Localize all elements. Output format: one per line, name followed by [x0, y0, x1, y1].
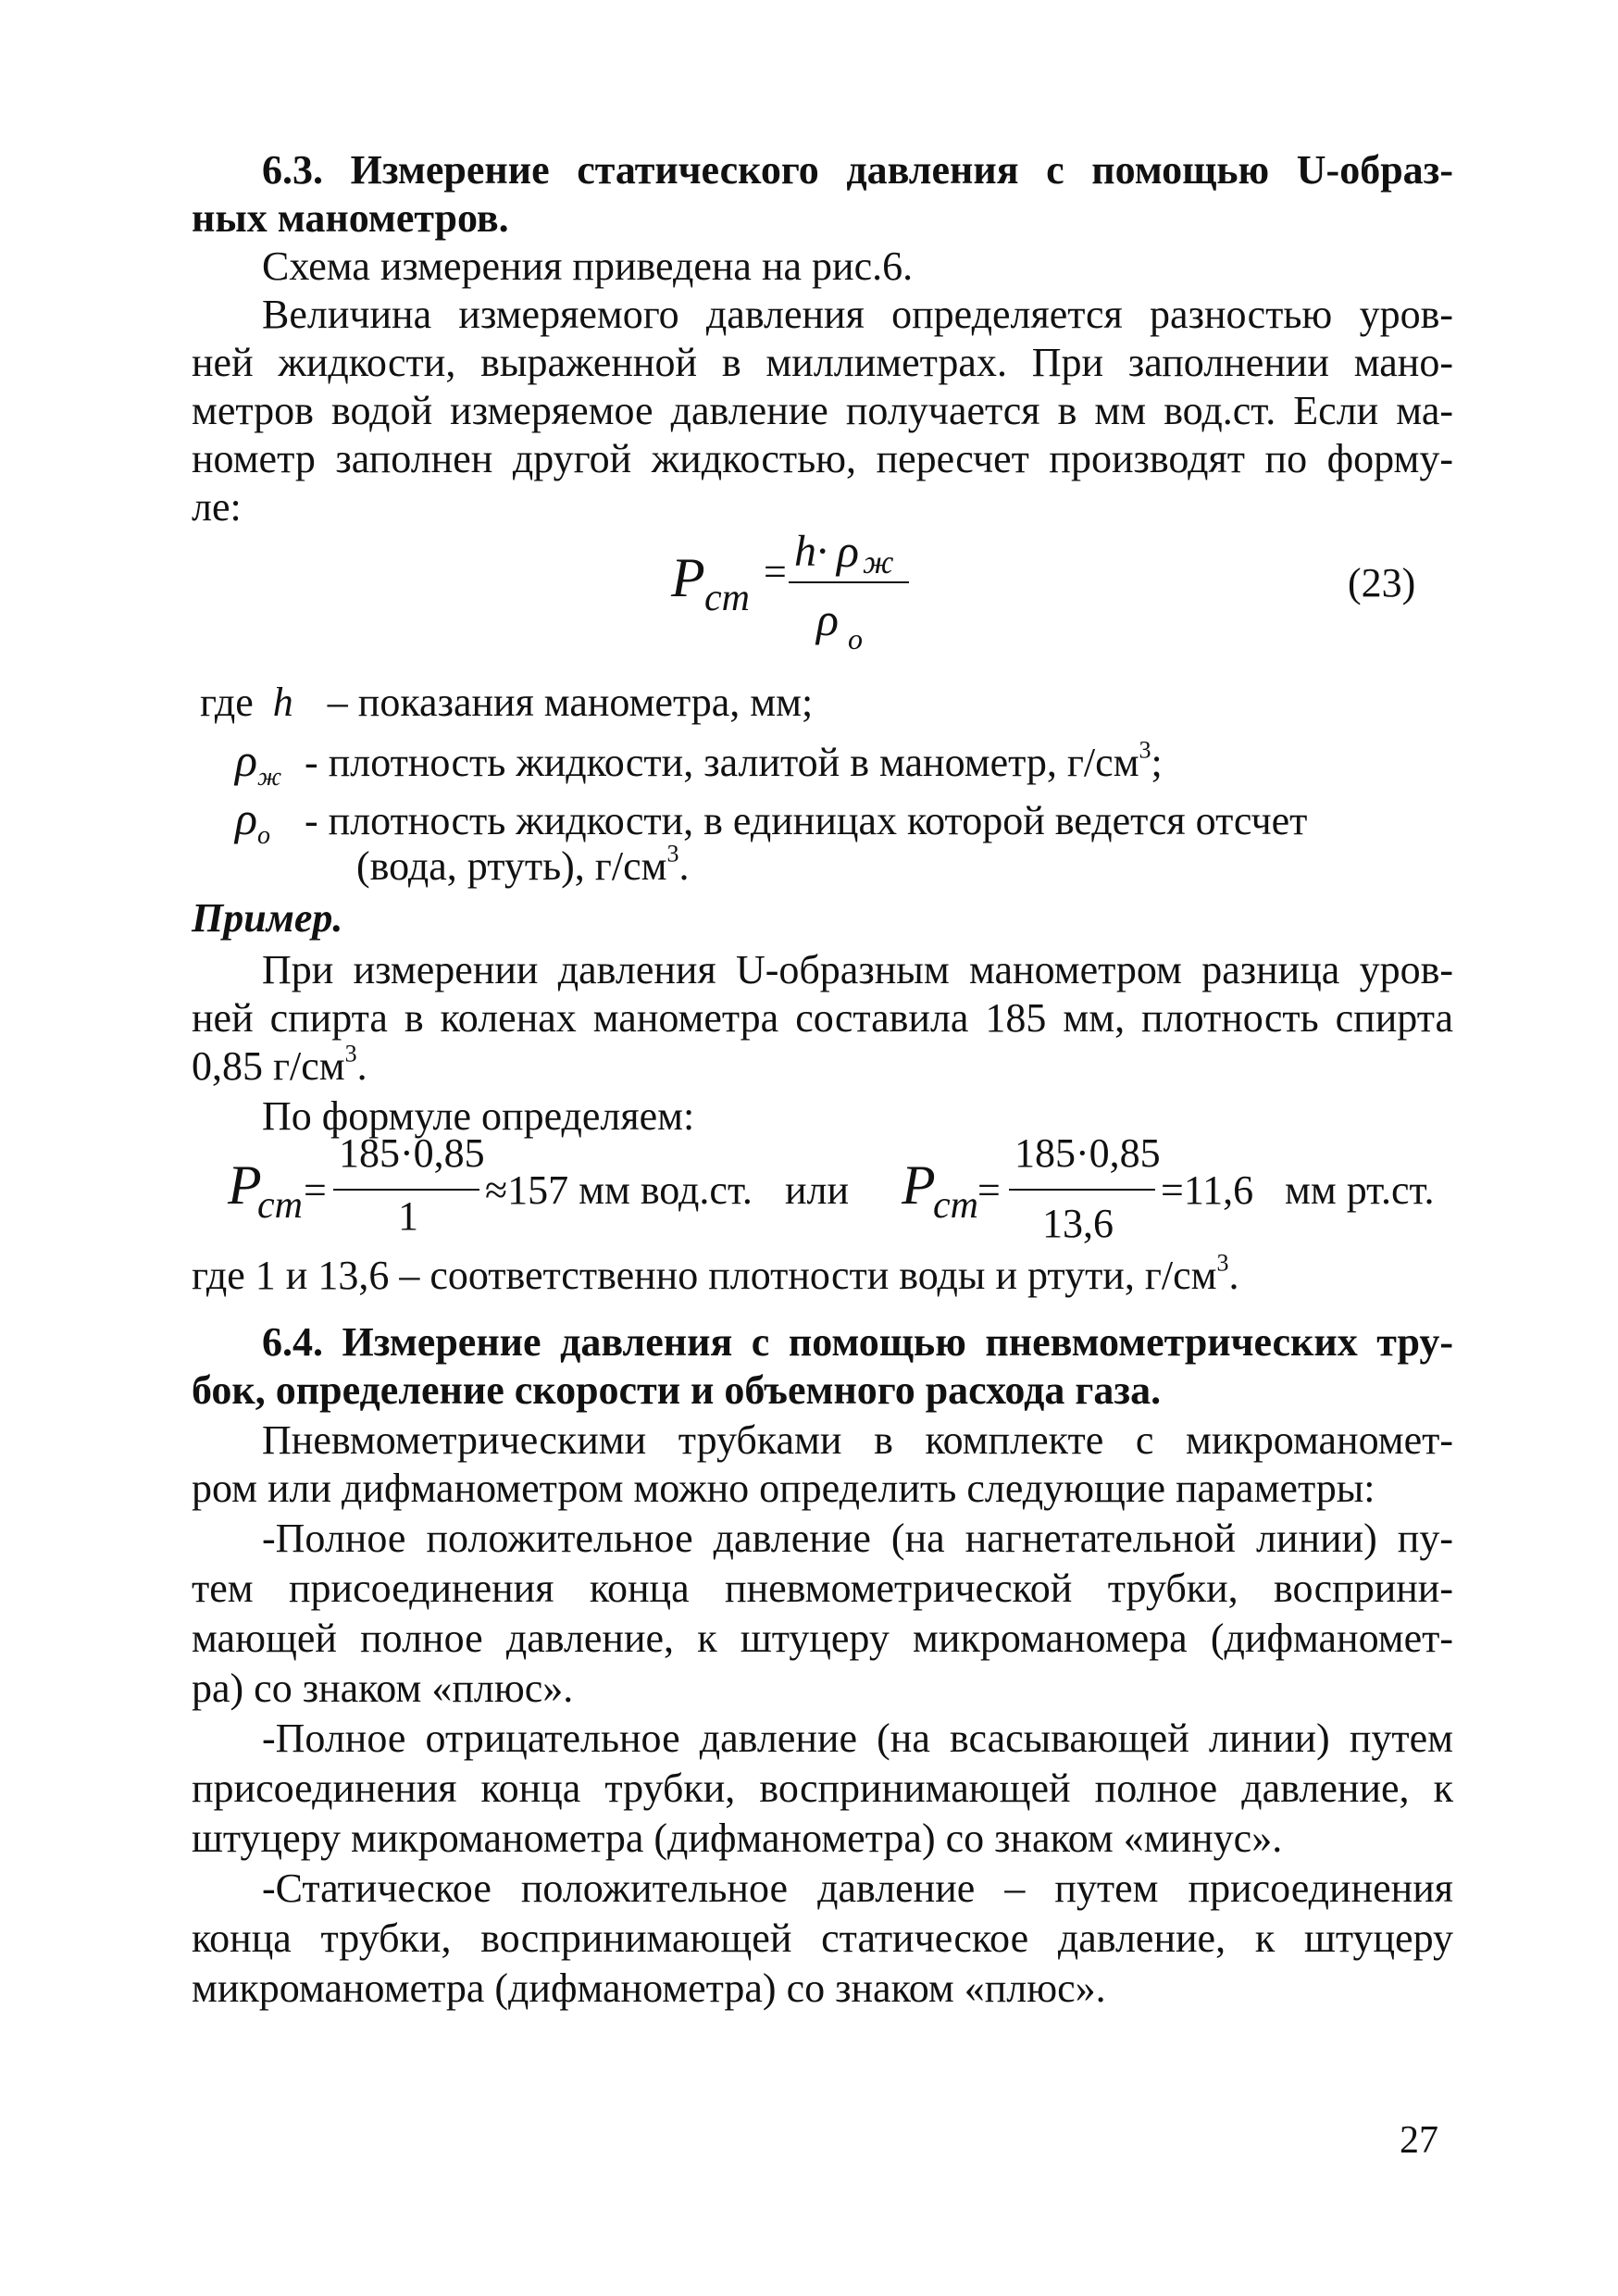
- formula-ex-P1-sub: ст: [257, 1184, 303, 1227]
- formula-23-equals: =: [764, 549, 787, 594]
- example-line3-cube: 3: [344, 1040, 357, 1067]
- where-rho-zh-end: ;: [1151, 740, 1163, 785]
- section-63-title-line2: ных манометров.: [192, 195, 509, 241]
- where-rho-o-line2: [356, 842, 1618, 891]
- where-rho-o-symbol: ρ: [235, 792, 257, 844]
- item-1-line1: -Полное положительное давление (на нагнетательной линии) пу-: [262, 1516, 1453, 1561]
- section-63-title-line1: 6.3. Измерение статического давления с помощью U-образ-: [262, 147, 1453, 193]
- where-h-symbol: h: [272, 680, 293, 725]
- after-example-line: [192, 1249, 1453, 1300]
- formula-ex-P2: P: [902, 1154, 936, 1216]
- paragraph-2-line4: нометр заполнен другой жидкостью, пересчет производят по форму-: [192, 436, 1453, 481]
- where-rho-o-desc: - плотность жидкости, в единицах которой ведется отсчет: [305, 798, 1308, 843]
- formula-ex-num1: 185·0,85: [339, 1130, 485, 1176]
- formula-ex-P2-sub: ст: [933, 1184, 978, 1227]
- example-line3: [192, 1042, 1453, 1091]
- formula-ex-den2: 13,6: [1042, 1201, 1114, 1246]
- example-line2: ней спирта в коленах манометра составила 185 мм, плотность спирта: [192, 995, 1453, 1041]
- example-line3-end: .: [356, 1043, 367, 1089]
- item-1-line3: мающей полное давление, к штуцеру микроманомера (дифманомет-: [192, 1616, 1453, 1661]
- section-64-title-line2: бок, определение скорости и объемного расхода газа.: [192, 1367, 1162, 1413]
- formula-ex-bar1: [333, 1189, 479, 1191]
- where-rho-o: [235, 792, 1497, 850]
- paragraph-3-line1: Пневмометрическими трубками в комплекте с микроманомет-: [262, 1417, 1453, 1463]
- where-rho-zh-cube: 3: [1139, 736, 1151, 764]
- item-2-line1: -Полное отрицательное давление (на всасывающей линии) путем: [262, 1716, 1453, 1761]
- where-h-desc: – показания манометра, мм;: [327, 680, 814, 725]
- item-2-line3: штуцеру микроманометра (дифманометра) со знаком «минус».: [192, 1816, 1283, 1861]
- formula-23-fraction-bar: [789, 581, 909, 583]
- where-rho-o-end: .: [678, 843, 690, 889]
- item-3-line2: конца трубки, воспринимающей статическое давление, к штуцеру: [192, 1915, 1453, 1961]
- example-line4: По формуле определяем:: [262, 1093, 695, 1139]
- item-2-line2: присоединения конца трубки, воспринимающей полное давление, к: [192, 1766, 1453, 1811]
- formula-23-numerator-rho: ρ: [837, 525, 859, 577]
- paragraph-3-line2: ром или дифманометром можно определить следующие параметры:: [192, 1466, 1375, 1511]
- formula-ex-unit2: мм рт.ст.: [1285, 1167, 1435, 1213]
- where-rho-zh: [235, 734, 1497, 792]
- formula-ex-num2: 185·0,85: [1014, 1130, 1161, 1176]
- where-rho-zh-symbol: ρ: [235, 734, 257, 786]
- item-1-line4: ра) со знаком «плюс».: [192, 1666, 574, 1711]
- formula-ex-res2: =11,6: [1161, 1167, 1254, 1213]
- where-h: [200, 679, 1462, 727]
- paragraph-scheme: Схема измерения приведена на рис.6.: [262, 243, 914, 289]
- after-example-cube: 3: [1216, 1249, 1229, 1277]
- example-line3-text: 0,85 г/см: [192, 1043, 345, 1089]
- paragraph-2-line1: Величина измеряемого давления определяется разностью уров-: [262, 292, 1453, 337]
- formula-ex-approx: ≈157 мм вод.ст.: [485, 1167, 753, 1213]
- where-rho-zh-desc: - плотность жидкости, залитой в манометр, г/см: [305, 740, 1139, 785]
- section-64-title-line1: 6.4. Измерение давления с помощью пневмометрических тру-: [262, 1319, 1453, 1365]
- item-3-line3: микроманометра (дифманометра) со знаком «плюс».: [192, 1965, 1106, 2011]
- item-3-line1: -Статическое положительное давление – путем присоединения: [262, 1866, 1453, 1911]
- paragraph-2-line5: ле:: [192, 484, 242, 530]
- example-heading: Пример.: [192, 895, 343, 941]
- formula-ex-P1: P: [228, 1154, 262, 1216]
- formula-23-number: (23): [1348, 560, 1416, 605]
- where-rho-o-desc2: (вода, ртуть), г/см: [356, 843, 667, 889]
- where-rho-o-sub: о: [257, 820, 270, 850]
- example-line1: При измерении давления U-образным манометром разница уров-: [262, 947, 1453, 992]
- item-1-line2: тем присоединения конца пневмометрической трубки, восприни-: [192, 1566, 1453, 1611]
- formula-23-denominator-rho: ρ: [816, 593, 839, 645]
- formula-ex-or: или: [785, 1167, 850, 1213]
- formula-23-P: P: [671, 547, 705, 608]
- paragraph-2-line3: метров водой измеряемое давление получается в мм вод.ст. Если ма-: [192, 388, 1453, 433]
- after-example-text: где 1 и 13,6 – соответственно плотности воды и ртути, г/см: [192, 1253, 1217, 1298]
- where-rho-zh-sub: ж: [257, 762, 282, 792]
- formula-23-numerator-h: h·: [794, 527, 828, 576]
- paragraph-2-line2: ней жидкости, выраженной в миллиметрах. При заполнении мано-: [192, 340, 1453, 385]
- where-rho-o-cube: 3: [666, 840, 679, 867]
- formula-ex-bar2: [1009, 1189, 1155, 1191]
- where-word: где: [200, 680, 254, 725]
- formula-23-P-sub: ст: [704, 577, 750, 619]
- formula-ex-equals2: =: [977, 1167, 1001, 1213]
- formula-23-denominator-rho-sub: о: [848, 622, 863, 655]
- formula-ex-equals1: =: [304, 1167, 327, 1213]
- formula-23-numerator-rho-sub: ж: [863, 543, 894, 580]
- formula-ex-den1: 1: [398, 1193, 418, 1239]
- page-number: 27: [1400, 2119, 1438, 2162]
- after-example-end: .: [1228, 1253, 1239, 1298]
